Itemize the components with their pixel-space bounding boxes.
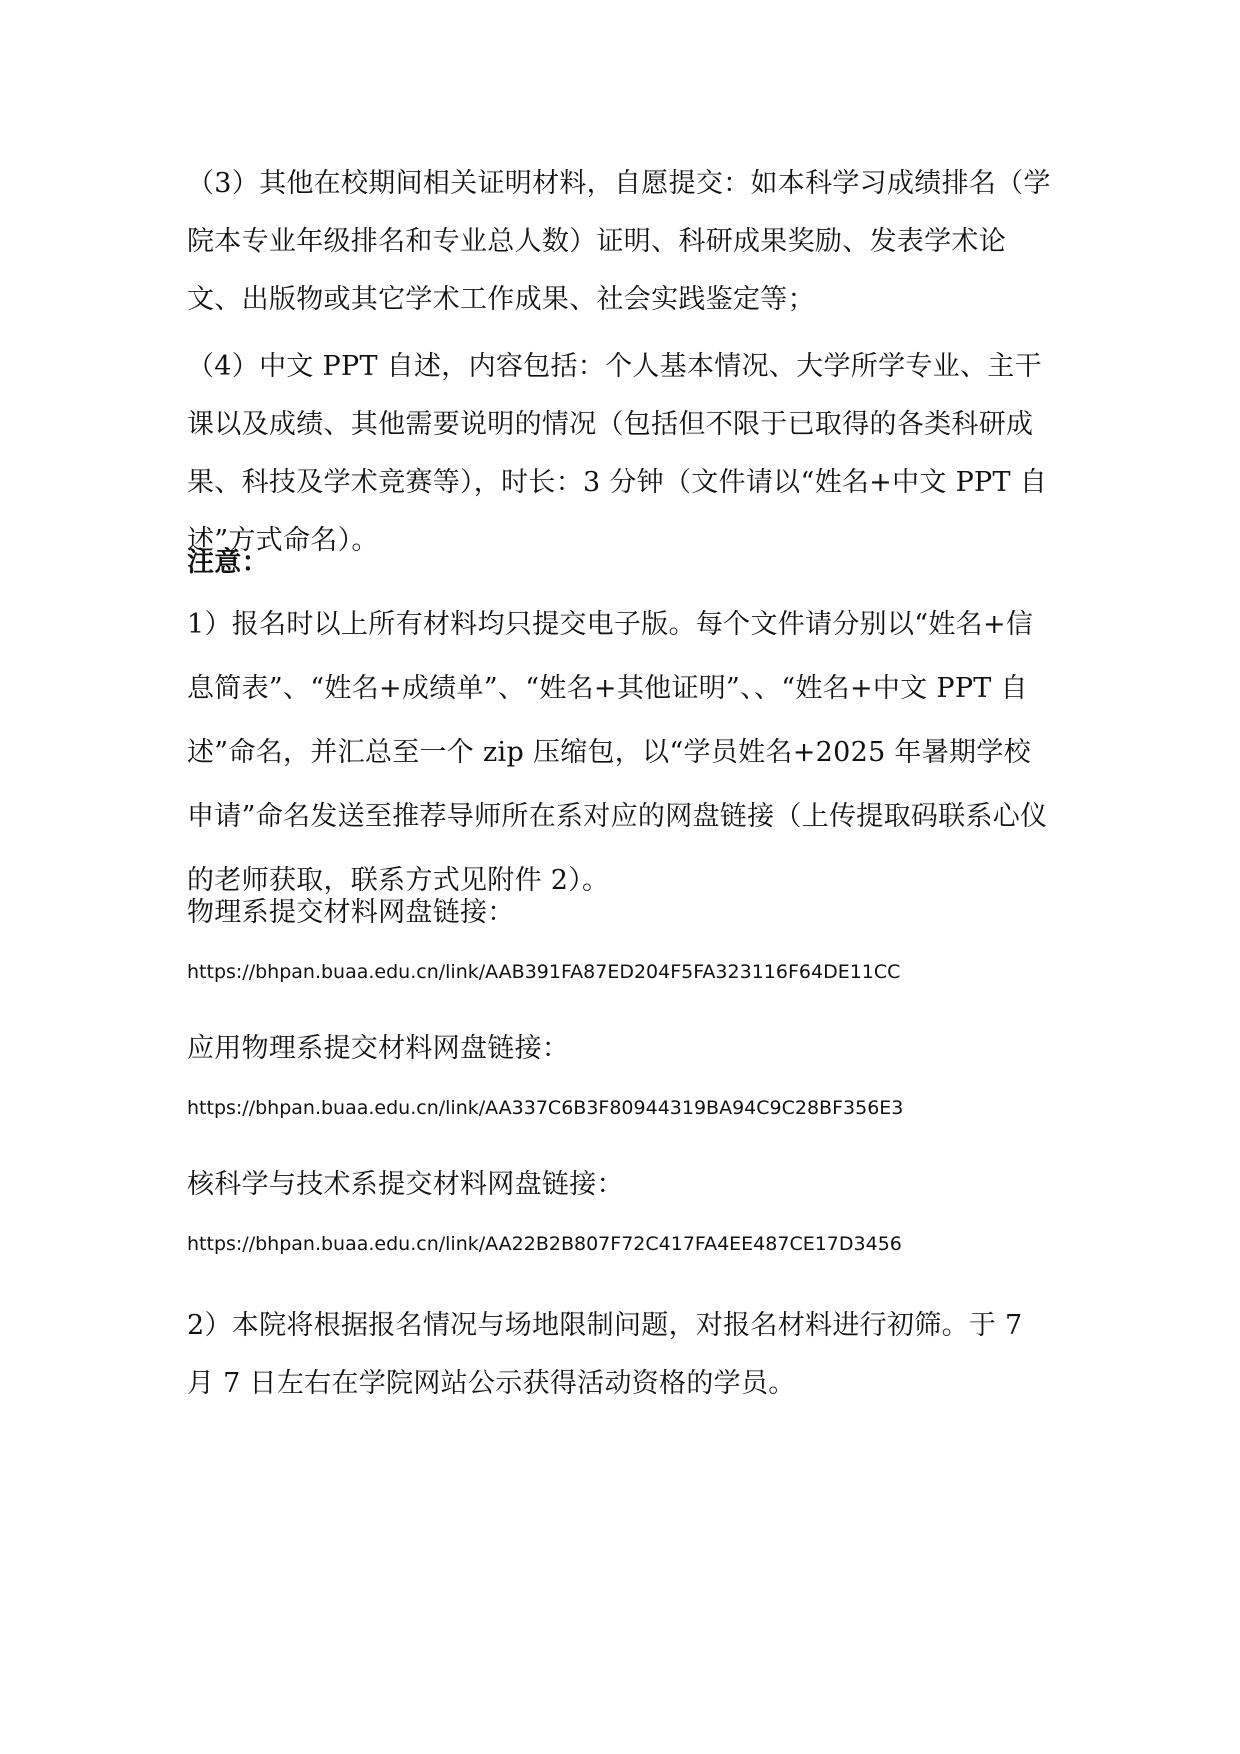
nuclear-link-label: 核科学与技术系提交材料网盘链接：	[187, 1169, 624, 1200]
physics-link-label: 物理系提交材料网盘链接：	[187, 897, 515, 928]
note-1-paragraph: 1）报名时以上所有材料均只提交电子版。每个文件请分别以“姓名+信息简表”、“姓名+成绩单”、“姓名+其他证明”、、“姓名+中文 PPT 自述”命名，并汇总至一个 zip 压缩包，以“学员姓名+2025 年暑期学校申请”命名发送至推荐导师所在系对应的网盘链接（上传提取码联系心仪的老师获取，联系方式见附件 2）。	[187, 609, 1048, 896]
item-4-paragraph: （4）中文 PPT 自述，内容包括：个人基本情况、大学所学专业、主干课以及成绩、其他需要说明的情况（包括但不限于已取得的各类科研成果、科技及学术竞赛等），时长：3 分钟（文件请以“姓名+中文 PPT 自述”方式命名）。	[187, 351, 1047, 556]
item-3-paragraph: （3）其他在校期间相关证明材料，自愿提交：如本科学习成绩排名（学院本专业年级排名和专业总人数）证明、科研成果奖励、发表学术论文、出版物或其它学术工作成果、社会实践鉴定等；	[187, 168, 1051, 315]
note-2-paragraph: 2）本院将根据报名情况与场地限制问题，对报名材料进行初筛。于 7 月 7 日左右在学院网站公示获得活动资格的学员。	[187, 1310, 1023, 1399]
nuclear-upload-link[interactable]: https://bhpan.buaa.edu.cn/link/AA22B2B807F72C417FA4EE487CE17D3456	[187, 1233, 902, 1255]
physics-upload-link[interactable]: https://bhpan.buaa.edu.cn/link/AAB391FA87ED204F5FA323116F64DE11CC	[187, 961, 901, 983]
applied-physics-link-label: 应用物理系提交材料网盘链接：	[187, 1033, 570, 1064]
applied-physics-upload-link[interactable]: https://bhpan.buaa.edu.cn/link/AA337C6B3F80944319BA94C9C28BF356E3	[187, 1097, 904, 1119]
notice-heading: 注意：	[187, 547, 269, 578]
